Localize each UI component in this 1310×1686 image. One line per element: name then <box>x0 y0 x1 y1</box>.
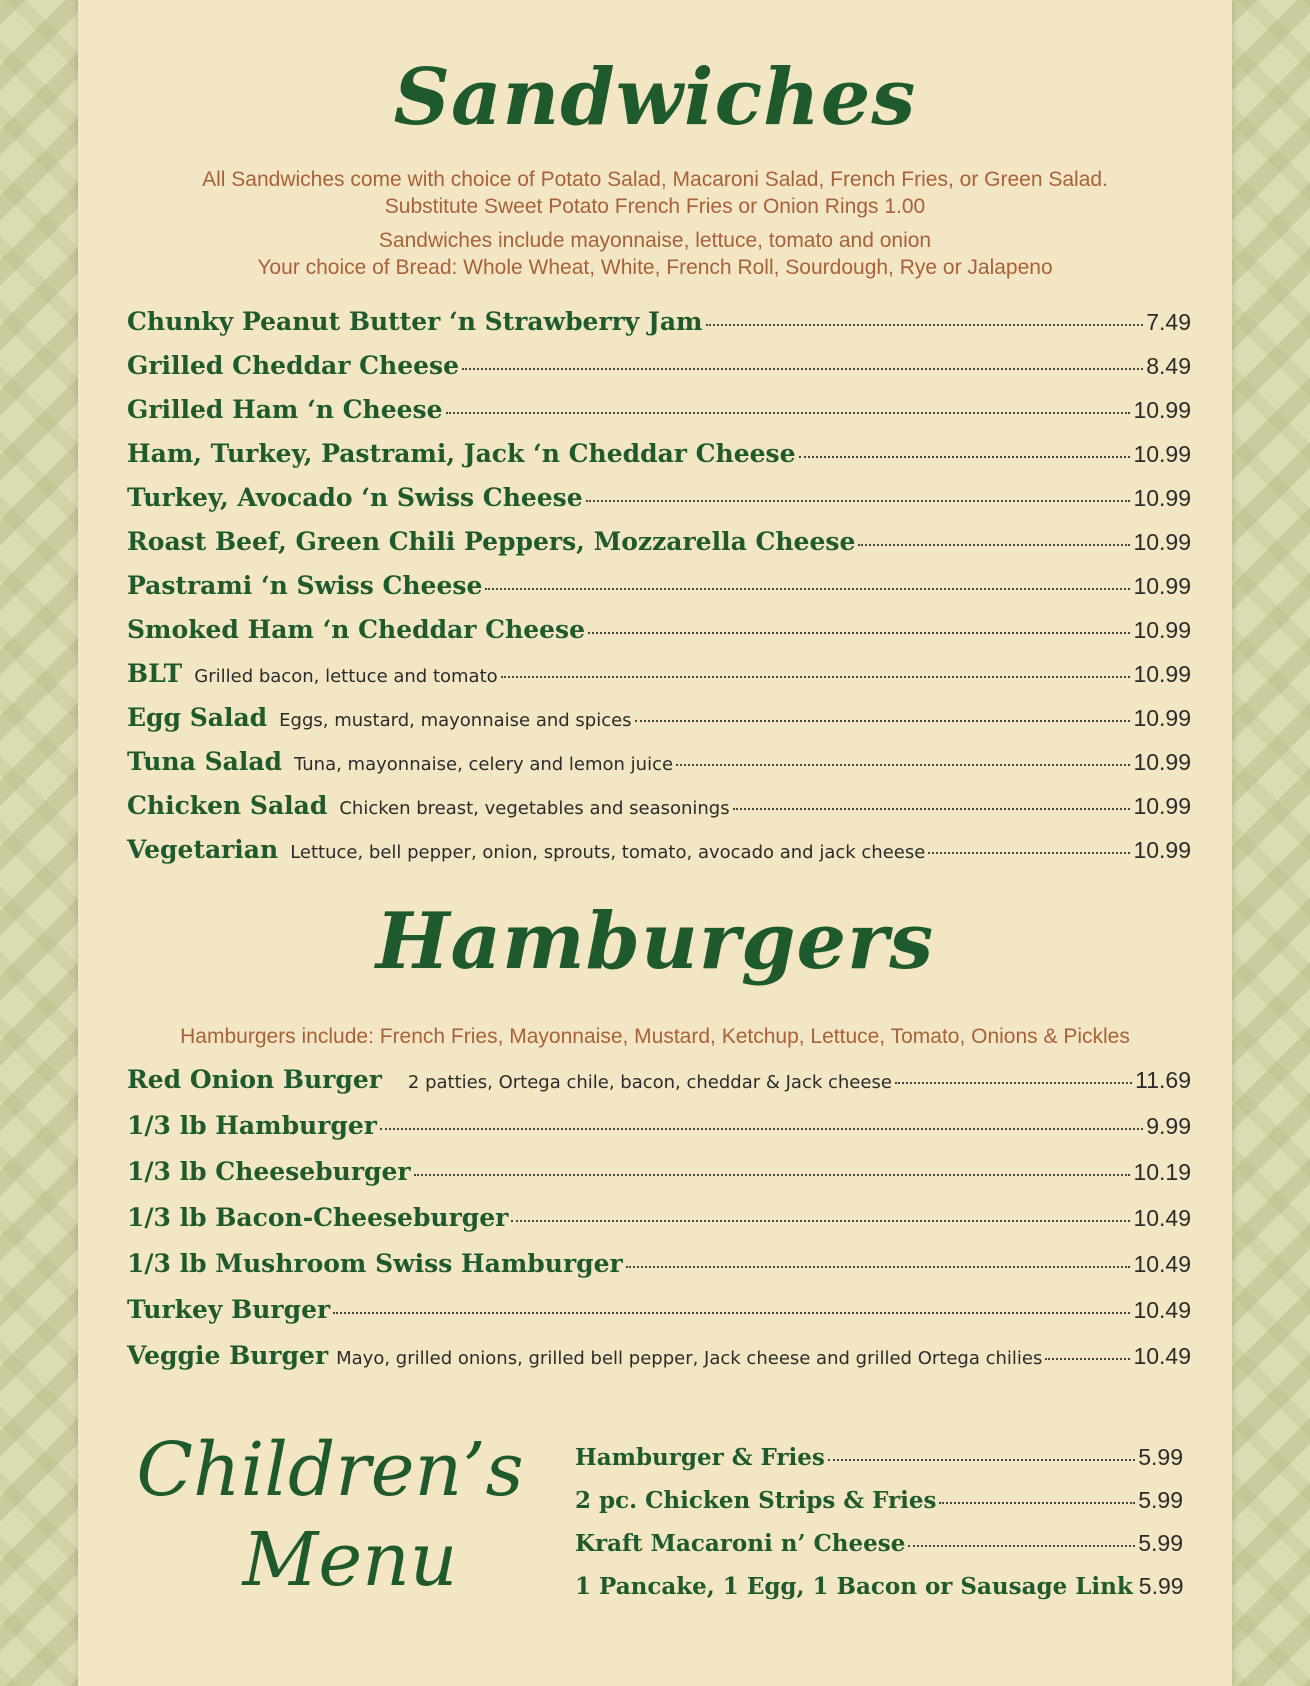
childrens-menu-title <box>130 1425 530 1605</box>
item-price: 11.69 <box>1135 1067 1191 1093</box>
sandwiches-title: Sandwiches <box>393 52 917 143</box>
item-name: Red Onion Burger <box>127 1065 382 1094</box>
dot-leader <box>799 456 1131 458</box>
item-description: 2 patties, Ortega chile, bacon, cheddar & Jack cheese <box>407 1072 892 1093</box>
sandwiches-note-1: All Sandwiches come with choice of Potato Salad, Macaroni Salad, French Fries, or Green Salad. <box>202 168 1108 191</box>
dot-leader <box>895 1082 1132 1084</box>
item-price: 10.49 <box>1133 1251 1191 1277</box>
item-description: Tuna, mayonnaise, celery and lemon juice <box>294 754 674 775</box>
menu-item <box>127 395 1191 439</box>
item-description: Eggs, mustard, mayonnaise and spices <box>279 710 632 731</box>
dot-leader <box>333 1312 1130 1314</box>
item-price: 9.99 <box>1146 1113 1191 1139</box>
item-name: 1/3 lb Hamburger <box>127 1111 377 1140</box>
item-price: 10.99 <box>1133 529 1191 555</box>
item-name: 2 pc. Chicken Strips & Fries <box>575 1487 937 1514</box>
dot-leader <box>446 412 1131 414</box>
item-name: Kraft Macaroni n’ Cheese <box>575 1530 906 1557</box>
hamburgers-title: Hamburgers <box>375 896 935 987</box>
item-price: 8.49 <box>1146 353 1191 379</box>
item-name: Grilled Cheddar Cheese <box>127 351 459 380</box>
childrens-list <box>575 1444 1183 1616</box>
item-price: 5.99 <box>1138 1487 1183 1513</box>
dot-leader <box>588 632 1130 634</box>
item-price: 10.49 <box>1133 1205 1191 1231</box>
dot-leader <box>908 1545 1135 1547</box>
item-name: Vegetarian <box>127 835 279 864</box>
menu-item <box>127 571 1191 615</box>
menu-item <box>127 351 1191 395</box>
item-price: 5.99 <box>1138 1444 1183 1470</box>
hamburgers-note: Hamburgers include: French Fries, Mayonnaise, Mustard, Ketchup, Lettuce, Tomato, Onions & Pickles <box>180 1025 1130 1048</box>
item-price: 10.99 <box>1133 485 1191 511</box>
menu-item <box>127 1341 1191 1387</box>
item-price: 7.49 <box>1146 309 1191 335</box>
menu-item <box>127 1157 1191 1203</box>
dot-leader <box>462 368 1143 370</box>
item-name: BLT <box>127 659 183 688</box>
dot-leader <box>511 1220 1130 1222</box>
menu-item <box>127 1065 1191 1111</box>
item-name: Ham, Turkey, Pastrami, Jack ‘n Cheddar Cheese <box>127 439 796 468</box>
item-description: Mayo, grilled onions, grilled bell pepper, Jack cheese and grilled Ortega chilies <box>336 1348 1043 1369</box>
item-name: Turkey, Avocado ‘n Swiss Cheese <box>127 483 583 512</box>
sandwiches-note-4: Your choice of Bread: Whole Wheat, White, French Roll, Sourdough, Rye or Jalapeno <box>257 256 1053 279</box>
item-price: 10.99 <box>1133 793 1191 819</box>
menu-item <box>127 1111 1191 1157</box>
menu-item <box>127 615 1191 659</box>
item-name: Smoked Ham ‘n Cheddar Cheese <box>127 615 586 644</box>
sandwich-list <box>127 307 1191 879</box>
menu-item <box>575 1530 1183 1573</box>
dot-leader <box>485 588 1130 590</box>
menu-item <box>127 483 1191 527</box>
item-price: 10.99 <box>1133 441 1191 467</box>
item-name: Tuna Salad <box>127 747 282 776</box>
menu-item <box>127 527 1191 571</box>
item-name: Grilled Ham ‘n Cheese <box>127 395 443 424</box>
item-price: 5.99 <box>1138 1573 1184 1599</box>
menu-item <box>127 747 1191 791</box>
dot-leader <box>706 324 1144 326</box>
item-price: 10.99 <box>1133 573 1191 599</box>
dot-leader <box>733 808 1131 810</box>
dot-leader <box>676 764 1130 766</box>
item-price: 10.99 <box>1133 397 1191 423</box>
item-name: Chicken Salad <box>127 791 328 820</box>
menu-item <box>575 1487 1183 1530</box>
item-name: Turkey Burger <box>127 1295 331 1324</box>
dot-leader <box>939 1502 1135 1504</box>
childrens-title-line-2: Menu <box>242 1517 458 1603</box>
sandwiches-note-2: Substitute Sweet Potato French Fries or Onion Rings 1.00 <box>384 195 926 218</box>
item-price: 5.99 <box>1138 1530 1183 1556</box>
item-name: Chunky Peanut Butter ‘n Strawberry Jam <box>127 307 703 336</box>
dot-leader <box>1045 1358 1130 1360</box>
item-name: 1 Pancake, 1 Egg, 1 Bacon or Sausage Link <box>575 1573 1133 1600</box>
dot-leader <box>635 720 1131 722</box>
menu-item <box>575 1573 1183 1616</box>
sandwiches-note-3: Sandwiches include mayonnaise, lettuce, tomato and onion <box>378 229 932 252</box>
item-description: Grilled bacon, lettuce and tomato <box>194 666 498 687</box>
item-name: 1/3 lb Mushroom Swiss Hamburger <box>127 1249 623 1278</box>
item-price: 10.99 <box>1133 837 1191 863</box>
item-description: Chicken breast, vegetables and seasonings <box>339 798 730 819</box>
menu-item <box>127 1203 1191 1249</box>
item-price: 10.99 <box>1133 661 1191 687</box>
menu-item <box>127 791 1191 835</box>
item-name: Roast Beef, Green Chili Peppers, Mozzarella Cheese <box>127 527 856 556</box>
dot-leader <box>414 1174 1131 1176</box>
dot-leader <box>828 1459 1135 1461</box>
dot-leader <box>928 852 1130 854</box>
item-name: Pastrami ‘n Swiss Cheese <box>127 571 483 600</box>
hamburger-list <box>127 1065 1191 1387</box>
menu-item <box>127 439 1191 483</box>
dot-leader <box>626 1266 1131 1268</box>
menu-item <box>127 835 1191 879</box>
item-name: 1/3 lb Bacon-Cheeseburger <box>127 1203 509 1232</box>
dot-leader <box>586 500 1131 502</box>
dot-leader <box>380 1128 1143 1130</box>
dot-leader <box>501 676 1131 678</box>
item-price: 10.49 <box>1133 1343 1191 1369</box>
item-name: Veggie Burger <box>127 1341 329 1370</box>
item-price: 10.99 <box>1133 617 1191 643</box>
menu-item <box>127 1249 1191 1295</box>
item-price: 10.99 <box>1133 749 1191 775</box>
item-name: 1/3 lb Cheeseburger <box>127 1157 411 1186</box>
menu-item <box>127 307 1191 351</box>
menu-item <box>127 659 1191 703</box>
menu-item <box>127 703 1191 747</box>
menu-item <box>127 1295 1191 1341</box>
item-description: Lettuce, bell pepper, onion, sprouts, tomato, avocado and jack cheese <box>290 842 926 863</box>
childrens-title-line-1: Children’s <box>136 1427 524 1513</box>
item-price: 10.49 <box>1133 1297 1191 1323</box>
item-name: Hamburger & Fries <box>575 1444 825 1471</box>
item-price: 10.99 <box>1133 705 1191 731</box>
menu-item <box>575 1444 1183 1487</box>
item-name: Egg Salad <box>127 703 268 732</box>
dot-leader <box>858 544 1130 546</box>
item-price: 10.19 <box>1133 1159 1191 1185</box>
